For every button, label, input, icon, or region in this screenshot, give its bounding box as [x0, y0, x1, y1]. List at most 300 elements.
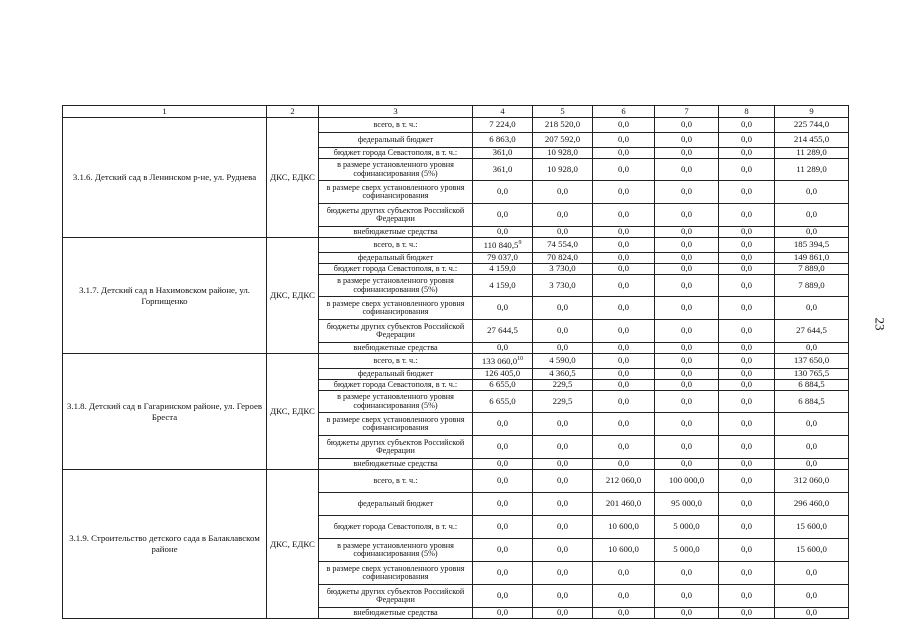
amount-cell-7 [655, 275, 719, 297]
amount-cell-7 [655, 413, 719, 436]
amount-cell-9 [775, 608, 849, 619]
amount-cell-6 [593, 354, 655, 369]
amount-cell-5 [533, 354, 593, 369]
amount-value: 0,0 [741, 302, 752, 313]
amount-cell-6 [593, 343, 655, 354]
amount-value: 0,0 [681, 342, 692, 353]
amount-cell-4 [473, 459, 533, 470]
amount-cell-4 [473, 493, 533, 516]
amount-cell-5 [533, 436, 593, 459]
amount-cell-4 [473, 343, 533, 354]
funding-source-cell: бюджеты других субъектов Российской Федерации [319, 204, 473, 227]
amount-cell-7 [655, 253, 719, 264]
amount-cell-8 [719, 354, 775, 369]
amount-cell-5 [533, 369, 593, 380]
amount-cell-7 [655, 585, 719, 608]
amount-value: 0,0 [618, 567, 629, 578]
amount-cell-9 [775, 253, 849, 264]
amount-cell-5 [533, 391, 593, 413]
amount-cell-8 [719, 585, 775, 608]
amount-value: 0,0 [557, 590, 568, 601]
amount-cell-7 [655, 354, 719, 369]
amount-value: 6 884,5 [798, 379, 825, 390]
amount-cell-4 [473, 297, 533, 320]
amount-cell-5 [533, 320, 593, 343]
amount-cell-6 [593, 436, 655, 459]
amount-value: 0,0 [741, 134, 752, 145]
amount-cell-9 [775, 459, 849, 470]
amount-cell-9 [775, 380, 849, 391]
amount-cell-4 [473, 204, 533, 227]
funding-source-cell: в размере сверх установленного уровня софинансирования [319, 181, 473, 204]
amount-value: 0,0 [741, 342, 752, 353]
responsible-cell: ДКС, ЕДКС [267, 118, 319, 238]
amount-value: 0,0 [497, 418, 508, 429]
amount-value: 6 884,5 [798, 395, 825, 406]
table-row [63, 118, 849, 133]
amount-value: 0,0 [497, 544, 508, 555]
amount-value: 0,0 [557, 567, 568, 578]
amount-value: 0,0 [681, 119, 692, 130]
amount-cell-4 [473, 148, 533, 159]
amount-cell-8 [719, 275, 775, 297]
funding-source-cell: бюджет города Севастополя, в т. ч.: [319, 148, 473, 159]
funding-source-cell: в размере сверх установленного уровня софинансирования [319, 413, 473, 436]
responsible-cell: ДКС, ЕДКС [267, 470, 319, 619]
funding-source-cell: в размере установленного уровня софинансирования (5%) [319, 391, 473, 413]
amount-cell-4 [473, 133, 533, 148]
amount-value: 0,0 [806, 186, 817, 197]
amount-cell-4 [473, 413, 533, 436]
amount-cell-5 [533, 459, 593, 470]
amount-cell-4 [473, 227, 533, 238]
amount-cell-4 [473, 275, 533, 297]
amount-value: 0,0 [618, 325, 629, 336]
amount-value: 0,0 [681, 325, 692, 336]
amount-value: 0,0 [741, 325, 752, 336]
amount-cell-8 [719, 181, 775, 204]
amount-value: 229,5 [552, 379, 573, 390]
amount-value: 214 455,0 [793, 134, 830, 145]
amount-value: 0,0 [806, 458, 817, 469]
footnote-marker: 9 [518, 239, 522, 246]
funding-source-cell: внебюджетные средства [319, 343, 473, 354]
amount-cell-4 [473, 562, 533, 585]
amount-value: 0,0 [497, 209, 508, 220]
amount-cell-7 [655, 264, 719, 275]
amount-value: 0,0 [618, 134, 629, 145]
funding-source-cell: бюджет города Севастополя, в т. ч.: [319, 380, 473, 391]
amount-cell-8 [719, 148, 775, 159]
amount-cell-9 [775, 118, 849, 133]
funding-source-cell: бюджеты других субъектов Российской Федерации [319, 320, 473, 343]
amount-cell-7 [655, 159, 719, 181]
amount-cell-5 [533, 585, 593, 608]
amount-value: 0,0 [557, 226, 568, 237]
funding-source-cell: федеральный бюджет [319, 369, 473, 380]
amount-value: 15 600,0 [796, 544, 827, 555]
amount-value: 0,0 [618, 209, 629, 220]
amount-value: 0,0 [741, 567, 752, 578]
amount-cell-9 [775, 516, 849, 539]
amount-value: 0,0 [741, 186, 752, 197]
amount-value: 0,0 [681, 252, 692, 263]
amount-cell-6 [593, 516, 655, 539]
amount-cell-7 [655, 227, 719, 238]
amount-cell-7 [655, 148, 719, 159]
amount-value: 0,0 [557, 544, 568, 555]
amount-cell-5 [533, 470, 593, 493]
amount-value: 0,0 [681, 355, 692, 366]
amount-cell-4 [473, 380, 533, 391]
amount-cell-8 [719, 204, 775, 227]
amount-cell-5 [533, 181, 593, 204]
amount-value: 0,0 [806, 607, 817, 618]
amount-cell-4 [473, 539, 533, 562]
amount-value: 0,0 [741, 119, 752, 130]
amount-cell-6 [593, 238, 655, 253]
amount-value: 130 765,5 [793, 368, 830, 379]
amount-value: 0,0 [618, 590, 629, 601]
amount-value: 185 394,5 [793, 239, 830, 250]
amount-cell-9 [775, 264, 849, 275]
amount-cell-4 [473, 159, 533, 181]
amount-cell-9 [775, 238, 849, 253]
amount-value: 0,0 [557, 325, 568, 336]
amount-value: 0,0 [497, 607, 508, 618]
header-cell: 5 [533, 106, 593, 118]
amount-cell-6 [593, 608, 655, 619]
amount-cell-8 [719, 253, 775, 264]
amount-value: 0,0 [497, 458, 508, 469]
amount-cell-6 [593, 297, 655, 320]
amount-value: 0,0 [497, 590, 508, 601]
object-name-cell: 3.1.9. Строительство детского сада в Балаклавском районе [63, 470, 267, 619]
table-row [63, 354, 849, 369]
amount-value: 0,0 [741, 252, 752, 263]
funding-source-cell: внебюджетные средства [319, 227, 473, 238]
funding-source-cell: в размере установленного уровня софинансирования (5%) [319, 539, 473, 562]
amount-value: 0,0 [618, 379, 629, 390]
amount-cell-5 [533, 253, 593, 264]
amount-cell-4 [473, 238, 533, 253]
amount-value: 0,0 [741, 279, 752, 290]
amount-cell-9 [775, 227, 849, 238]
amount-value: 0,0 [618, 302, 629, 313]
amount-value: 0,0 [497, 302, 508, 313]
amount-cell-9 [775, 493, 849, 516]
amount-value: 0,0 [741, 498, 752, 509]
amount-cell-7 [655, 343, 719, 354]
amount-value: 0,0 [618, 355, 629, 366]
amount-value: 0,0 [557, 607, 568, 618]
amount-value: 79 037,0 [487, 252, 518, 263]
amount-cell-5 [533, 275, 593, 297]
amount-value: 4 159,0 [489, 279, 516, 290]
object-name-cell: 3.1.8. Детский сад в Гагаринском районе, ул. Героев Бреста [63, 354, 267, 470]
amount-cell-7 [655, 181, 719, 204]
amount-value: 11 289,0 [796, 147, 827, 158]
amount-value: 0,0 [741, 163, 752, 174]
amount-cell-9 [775, 148, 849, 159]
amount-value: 0,0 [497, 567, 508, 578]
amount-cell-9 [775, 159, 849, 181]
amount-cell-6 [593, 539, 655, 562]
amount-cell-4 [473, 320, 533, 343]
amount-cell-9 [775, 391, 849, 413]
amount-cell-8 [719, 562, 775, 585]
amount-cell-7 [655, 204, 719, 227]
amount-value: 10 928,0 [547, 147, 578, 158]
amount-cell-5 [533, 413, 593, 436]
amount-value: 0,0 [557, 302, 568, 313]
funding-source-cell: федеральный бюджет [319, 493, 473, 516]
amount-cell-9 [775, 343, 849, 354]
amount-value: 0,0 [681, 567, 692, 578]
responsible-cell: ДКС, ЕДКС [267, 354, 319, 470]
funding-source-cell: всего, в т. ч.: [319, 118, 473, 133]
footnote-marker: 10 [517, 355, 524, 362]
amount-value: 0,0 [557, 342, 568, 353]
amount-cell-8 [719, 380, 775, 391]
amount-value: 0,0 [806, 590, 817, 601]
amount-value: 0,0 [741, 418, 752, 429]
amount-value: 0,0 [497, 475, 508, 486]
amount-value: 0,0 [618, 441, 629, 452]
amount-cell-9 [775, 413, 849, 436]
amount-value: 0,0 [806, 226, 817, 237]
amount-cell-5 [533, 133, 593, 148]
amount-cell-7 [655, 297, 719, 320]
object-name-cell: 3.1.7. Детский сад в Нахимовском районе, ул. Горпищенко [63, 238, 267, 354]
amount-cell-9 [775, 562, 849, 585]
amount-cell-8 [719, 391, 775, 413]
amount-value: 0,0 [497, 498, 508, 509]
amount-cell-9 [775, 369, 849, 380]
amount-value: 212 060,0 [605, 475, 642, 486]
header-row [63, 106, 849, 118]
amount-cell-6 [593, 118, 655, 133]
amount-cell-9 [775, 181, 849, 204]
amount-cell-4 [473, 436, 533, 459]
amount-cell-9 [775, 133, 849, 148]
amount-value: 0,0 [681, 263, 692, 274]
amount-value: 0,0 [681, 590, 692, 601]
amount-cell-6 [593, 159, 655, 181]
amount-cell-5 [533, 539, 593, 562]
amount-cell-7 [655, 380, 719, 391]
funding-source-cell: бюджет города Севастополя, в т. ч.: [319, 264, 473, 275]
amount-value: 0,0 [618, 395, 629, 406]
amount-value: 0,0 [681, 441, 692, 452]
amount-cell-4 [473, 391, 533, 413]
header-cell: 4 [473, 106, 533, 118]
amount-cell-8 [719, 608, 775, 619]
amount-cell-8 [719, 369, 775, 380]
amount-cell-8 [719, 413, 775, 436]
amount-value: 0,0 [497, 441, 508, 452]
amount-value: 312 060,0 [793, 475, 830, 486]
amount-cell-4 [473, 369, 533, 380]
amount-value: 0,0 [681, 134, 692, 145]
amount-value: 0,0 [557, 186, 568, 197]
amount-cell-5 [533, 238, 593, 253]
funding-source-cell: всего, в т. ч.: [319, 238, 473, 253]
amount-value: 0,0 [741, 458, 752, 469]
header-cell: 7 [655, 106, 719, 118]
amount-value: 11 289,0 [796, 163, 827, 174]
amount-value: 27 644,5 [487, 325, 518, 336]
amount-cell-6 [593, 181, 655, 204]
amount-value: 133 060,0 [481, 355, 518, 366]
amount-value: 0,0 [618, 163, 629, 174]
amount-cell-5 [533, 380, 593, 391]
amount-cell-8 [719, 118, 775, 133]
amount-cell-7 [655, 470, 719, 493]
amount-cell-8 [719, 516, 775, 539]
amount-cell-6 [593, 264, 655, 275]
amount-cell-5 [533, 297, 593, 320]
amount-cell-8 [719, 320, 775, 343]
amount-cell-9 [775, 539, 849, 562]
amount-value: 0,0 [618, 119, 629, 130]
amount-value: 0,0 [741, 441, 752, 452]
amount-value: 0,0 [681, 368, 692, 379]
amount-value: 0,0 [806, 567, 817, 578]
amount-value: 0,0 [806, 209, 817, 220]
amount-cell-5 [533, 343, 593, 354]
amount-cell-6 [593, 253, 655, 264]
amount-cell-6 [593, 562, 655, 585]
amount-value: 0,0 [681, 379, 692, 390]
funding-source-cell: в размере установленного уровня софинансирования (5%) [319, 275, 473, 297]
amount-cell-5 [533, 516, 593, 539]
amount-cell-8 [719, 539, 775, 562]
amount-cell-9 [775, 204, 849, 227]
amount-cell-7 [655, 369, 719, 380]
amount-value: 110 840,5 [483, 239, 519, 250]
amount-cell-7 [655, 118, 719, 133]
amount-value: 100 000,0 [668, 475, 705, 486]
amount-value: 229,5 [552, 395, 573, 406]
amount-cell-7 [655, 391, 719, 413]
amount-value: 0,0 [618, 239, 629, 250]
amount-cell-4 [473, 516, 533, 539]
amount-value: 0,0 [681, 147, 692, 158]
amount-value: 4 159,0 [489, 263, 516, 274]
amount-value: 4 360,5 [549, 368, 576, 379]
header-cell: 3 [319, 106, 473, 118]
header-cell: 2 [267, 106, 319, 118]
amount-value: 218 520,0 [544, 119, 581, 130]
amount-value: 0,0 [741, 379, 752, 390]
amount-value: 0,0 [806, 441, 817, 452]
amount-cell-5 [533, 493, 593, 516]
amount-value: 7 889,0 [798, 263, 825, 274]
amount-value: 5 000,0 [673, 544, 700, 555]
amount-value: 0,0 [741, 239, 752, 250]
amount-value: 0,0 [497, 226, 508, 237]
amount-value: 0,0 [497, 521, 508, 532]
amount-cell-6 [593, 133, 655, 148]
amount-value: 0,0 [681, 226, 692, 237]
amount-value: 0,0 [741, 147, 752, 158]
amount-value: 10 928,0 [547, 163, 578, 174]
amount-value: 5 000,0 [673, 521, 700, 532]
amount-value: 0,0 [741, 368, 752, 379]
funding-source-cell: всего, в т. ч.: [319, 470, 473, 493]
amount-cell-7 [655, 493, 719, 516]
table-row [63, 238, 849, 253]
amount-value: 126 405,0 [484, 368, 521, 379]
amount-value: 7 889,0 [798, 279, 825, 290]
amount-value: 10 600,0 [608, 544, 639, 555]
amount-value: 0,0 [741, 590, 752, 601]
amount-value: 0,0 [806, 342, 817, 353]
amount-value: 27 644,5 [796, 325, 827, 336]
amount-cell-7 [655, 436, 719, 459]
amount-value: 0,0 [681, 302, 692, 313]
amount-value: 0,0 [741, 395, 752, 406]
amount-value: 0,0 [557, 498, 568, 509]
amount-cell-9 [775, 275, 849, 297]
amount-value: 0,0 [618, 147, 629, 158]
amount-value: 15 600,0 [796, 521, 827, 532]
amount-value: 0,0 [741, 607, 752, 618]
amount-value: 74 554,0 [547, 239, 578, 250]
amount-cell-8 [719, 459, 775, 470]
amount-value: 0,0 [618, 279, 629, 290]
amount-cell-5 [533, 227, 593, 238]
funding-source-cell: в размере установленного уровня софинансирования (5%) [319, 159, 473, 181]
funding-source-cell: федеральный бюджет [319, 133, 473, 148]
funding-source-cell: бюджеты других субъектов Российской Федерации [319, 585, 473, 608]
amount-value: 0,0 [618, 342, 629, 353]
amount-cell-8 [719, 264, 775, 275]
amount-value: 0,0 [741, 544, 752, 555]
amount-cell-9 [775, 297, 849, 320]
header-cell: 1 [63, 106, 267, 118]
amount-cell-7 [655, 562, 719, 585]
table-row [63, 470, 849, 493]
amount-value: 361,0 [492, 147, 513, 158]
amount-cell-6 [593, 585, 655, 608]
amount-cell-5 [533, 159, 593, 181]
amount-value: 3 730,0 [549, 263, 576, 274]
amount-cell-6 [593, 413, 655, 436]
amount-value: 0,0 [741, 209, 752, 220]
amount-cell-6 [593, 148, 655, 159]
amount-cell-5 [533, 608, 593, 619]
amount-value: 7 224,0 [489, 119, 516, 130]
amount-value: 0,0 [497, 342, 508, 353]
amount-cell-5 [533, 204, 593, 227]
amount-cell-8 [719, 238, 775, 253]
amount-value: 0,0 [618, 368, 629, 379]
amount-value: 0,0 [618, 252, 629, 263]
amount-value: 3 730,0 [549, 279, 576, 290]
funding-source-cell: внебюджетные средства [319, 608, 473, 619]
amount-cell-8 [719, 159, 775, 181]
funding-source-cell: в размере сверх установленного уровня софинансирования [319, 562, 473, 585]
amount-value: 0,0 [681, 186, 692, 197]
amount-cell-6 [593, 493, 655, 516]
amount-value: 95 000,0 [671, 498, 702, 509]
budget-table [62, 105, 849, 619]
amount-value: 0,0 [806, 302, 817, 313]
amount-value: 0,0 [741, 226, 752, 237]
amount-cell-6 [593, 204, 655, 227]
